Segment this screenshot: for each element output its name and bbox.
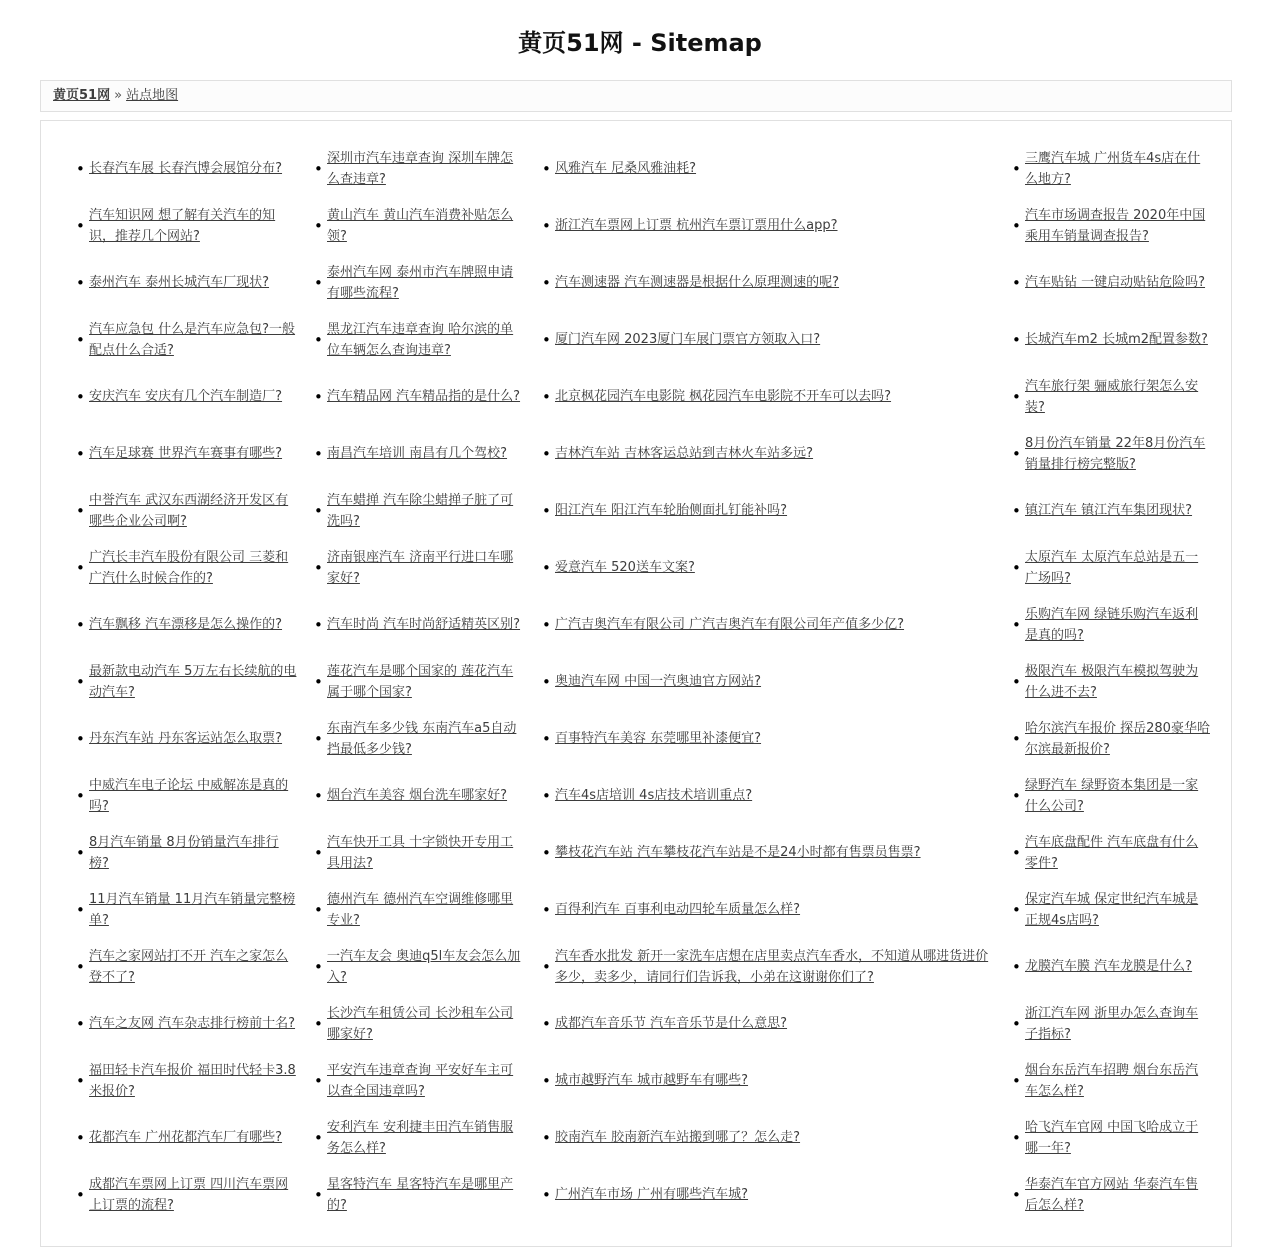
sitemap-link[interactable]: • 百事特汽车美容 东莞哪里补漆便宜? bbox=[555, 731, 762, 746]
page-title: 黄页51网 - Sitemap bbox=[518, 29, 762, 57]
breadcrumb-home-link[interactable]: 黄页51网 bbox=[53, 88, 111, 103]
sitemap-item-col2-row18 bbox=[303, 1112, 531, 1169]
sitemap-item-col1-row5 bbox=[65, 371, 303, 428]
sitemap-item-col3-row11 bbox=[531, 713, 1001, 770]
sitemap-item-col2-row14 bbox=[303, 884, 531, 941]
sitemap-item-col4-row19 bbox=[1001, 1169, 1217, 1226]
sitemap-item-col1-row17 bbox=[65, 1055, 303, 1112]
sitemap-item-col4-row8 bbox=[1001, 542, 1217, 599]
sitemap-link[interactable]: • 哈飞汽车官网 中国飞哈成立于哪一年? bbox=[1025, 1119, 1199, 1156]
sitemap-item-col4-row15 bbox=[1001, 941, 1217, 998]
sitemap-item-col1-row9 bbox=[65, 599, 303, 656]
sitemap-item-col1-row13 bbox=[65, 827, 303, 884]
sitemap-item-col1-row7 bbox=[65, 485, 303, 542]
sitemap-item-col2-row8 bbox=[303, 542, 531, 599]
sitemap-item-col3-row4 bbox=[531, 314, 1001, 371]
sitemap-link[interactable]: • 深圳市汽车违章查询 深圳车牌怎么查违章? bbox=[327, 150, 514, 187]
sitemap-link[interactable]: • 东南汽车多少钱 东南汽车a5自动挡最低多少钱? bbox=[327, 720, 517, 757]
sitemap-item-col4-row11 bbox=[1001, 713, 1217, 770]
breadcrumb-current-link[interactable]: 站点地图 bbox=[126, 88, 179, 103]
sitemap-link[interactable]: • 汽车4s店培训 4s店技术培训重点? bbox=[555, 788, 753, 803]
sitemap-item-col1-row1 bbox=[65, 143, 303, 200]
sitemap-item-col4-row10 bbox=[1001, 656, 1217, 713]
sitemap-item-col2-row19 bbox=[303, 1169, 531, 1226]
sitemap-link[interactable]: • 吉林汽车站 吉林客运总站到吉林火车站多远? bbox=[555, 446, 814, 461]
sitemap-link[interactable]: • 烟台东岳汽车招聘 烟台东岳汽车怎么样? bbox=[1025, 1062, 1199, 1099]
sitemap-item-col3-row7 bbox=[531, 485, 1001, 542]
sitemap-item-col1-row12 bbox=[65, 770, 303, 827]
sitemap-link[interactable]: • 8月汽车销量 8月份销量汽车排行榜? bbox=[89, 834, 279, 871]
sitemap-item-col1-row2 bbox=[65, 200, 303, 257]
sitemap-item-col3-row15 bbox=[531, 941, 1001, 998]
sitemap-link[interactable]: • 星客特汽车 星客特汽车是哪里产的? bbox=[327, 1176, 514, 1213]
sitemap-link[interactable]: • 极限汽车 极限汽车模拟驾驶为什么进不去? bbox=[1025, 663, 1199, 700]
sitemap-item-col2-row12 bbox=[303, 770, 531, 827]
sitemap-link[interactable]: • 中威汽车电子论坛 中威解冻是真的吗? bbox=[89, 777, 289, 814]
sitemap-link[interactable]: • 花都汽车 广州花都汽车厂有哪些? bbox=[89, 1130, 283, 1145]
sitemap-link[interactable]: • 北京枫花园汽车电影院 枫花园汽车电影院不开车可以去吗? bbox=[555, 389, 892, 404]
sitemap-link[interactable]: • 绿野汽车 绿野资本集团是一家什么公司? bbox=[1025, 777, 1199, 814]
sitemap-item-col4-row14 bbox=[1001, 884, 1217, 941]
sitemap-grid bbox=[65, 143, 1217, 1226]
sitemap-item-col2-row9 bbox=[303, 599, 531, 656]
sitemap-item-col4-row7 bbox=[1001, 485, 1217, 542]
sitemap-link[interactable]: • 广州汽车市场 广州有哪些汽车城? bbox=[555, 1187, 749, 1202]
sitemap-link[interactable]: • 济南银座汽车 济南平行进口车哪家好? bbox=[327, 549, 514, 586]
sitemap-link[interactable]: • 南昌汽车培训 南昌有几个驾校? bbox=[327, 446, 508, 461]
sitemap-link[interactable]: • 汽车贴钻 一键启动贴钻危险吗? bbox=[1025, 275, 1206, 290]
sitemap-link[interactable]: • 德州汽车 德州汽车空调维修哪里专业? bbox=[327, 891, 514, 928]
sitemap-item-col1-row18 bbox=[65, 1112, 303, 1169]
sitemap-link[interactable]: • 太原汽车 太原汽车总站是五一广场吗? bbox=[1025, 549, 1199, 586]
sitemap-item-col1-row8 bbox=[65, 542, 303, 599]
sitemap-link[interactable]: • 龙膜汽车膜 汽车龙膜是什么? bbox=[1025, 959, 1193, 974]
sitemap-item-col3-row12 bbox=[531, 770, 1001, 827]
sitemap-link[interactable]: • 平安汽车违章查询 平安好车主可以查全国违章吗? bbox=[327, 1062, 514, 1099]
sitemap-link[interactable]: • 中誉汽车 武汉东西湖经济开发区有哪些企业公司啊? bbox=[89, 492, 289, 529]
sitemap-item-col2-row17 bbox=[303, 1055, 531, 1112]
sitemap-link[interactable]: • 一汽车友会 奥迪q5l车友会怎么加入? bbox=[327, 948, 521, 985]
sitemap-link[interactable]: • 汽车测速器 汽车测速器是根据什么原理测速的呢? bbox=[555, 275, 840, 290]
sitemap-link[interactable]: • 攀枝花汽车站 汽车攀枝花汽车站是不是24小时都有售票员售票? bbox=[555, 845, 921, 860]
sitemap-item-col3-row13 bbox=[531, 827, 1001, 884]
sitemap-link[interactable]: • 泰州汽车 泰州长城汽车厂现状? bbox=[89, 275, 270, 290]
sitemap-link[interactable]: • 镇江汽车 镇江汽车集团现状? bbox=[1025, 503, 1193, 518]
sitemap-link[interactable]: • 安庆汽车 安庆有几个汽车制造厂? bbox=[89, 389, 283, 404]
sitemap-link[interactable]: • 三鹰汽车城 广州货车4s店在什么地方? bbox=[1025, 150, 1201, 187]
sitemap-item-col4-row2 bbox=[1001, 200, 1217, 257]
sitemap-link[interactable]: • 最新款电动汽车 5万左右长续航的电动汽车? bbox=[89, 663, 297, 700]
sitemap-link[interactable]: • 保定汽车城 保定世纪汽车城是正规4s店吗? bbox=[1025, 891, 1199, 928]
sitemap-link[interactable]: • 泰州汽车网 泰州市汽车牌照申请有哪些流程? bbox=[327, 264, 514, 301]
sitemap-item-col3-row3 bbox=[531, 257, 1001, 314]
breadcrumb-separator: » bbox=[114, 88, 123, 103]
sitemap-item-col4-row9 bbox=[1001, 599, 1217, 656]
sitemap-link[interactable]: • 城市越野汽车 城市越野车有哪些? bbox=[555, 1073, 749, 1088]
sitemap-item-col3-row17 bbox=[531, 1055, 1001, 1112]
sitemap-link[interactable]: • 汽车香水批发 新开一家洗车店想在店里卖点汽车香水，不知道从哪进货进价多少，卖多少，请同行们告诉我，小弟在这谢谢你们了? bbox=[555, 948, 989, 985]
sitemap-item-col2-row3 bbox=[303, 257, 531, 314]
sitemap-link[interactable]: • 汽车之家网站打不开 汽车之家怎么登不了? bbox=[89, 948, 289, 985]
sitemap-item-col4-row18 bbox=[1001, 1112, 1217, 1169]
sitemap-link[interactable]: • 成都汽车音乐节 汽车音乐节是什么意思? bbox=[555, 1016, 788, 1031]
sitemap-link[interactable]: • 安利汽车 安利捷丰田汽车销售服务怎么样? bbox=[327, 1119, 514, 1156]
sitemap-link[interactable]: • 8月份汽车销量 22年8月份汽车销量排行榜完整版? bbox=[1025, 435, 1206, 472]
sitemap-item-col4-row1 bbox=[1001, 143, 1217, 200]
sitemap-link[interactable]: • 11月汽车销量 11月汽车销量完整榜单? bbox=[89, 891, 296, 928]
sitemap-link[interactable]: • 汽车蜡掸 汽车除尘蜡掸子脏了可洗吗? bbox=[327, 492, 514, 529]
sitemap-link[interactable]: • 汽车市场调查报告 2020年中国乘用车销量调查报告? bbox=[1025, 207, 1206, 244]
sitemap-link[interactable]: • 爱意汽车 520送车文案? bbox=[555, 560, 695, 575]
sitemap-item-col1-row19 bbox=[65, 1169, 303, 1226]
sitemap-link[interactable]: • 哈尔滨汽车报价 探岳280豪华哈尔滨最新报价? bbox=[1025, 720, 1210, 757]
sitemap-link[interactable]: • 长春汽车展 长春汽博会展馆分布? bbox=[89, 161, 283, 176]
sitemap-link[interactable]: • 乐购汽车网 绿链乐购汽车返利是真的吗? bbox=[1025, 606, 1199, 643]
sitemap-item-col2-row15 bbox=[303, 941, 531, 998]
sitemap-link[interactable]: • 汽车知识网 想了解有关汽车的知识，推荐几个网站? bbox=[89, 207, 276, 244]
sitemap-item-col1-row16 bbox=[65, 998, 303, 1055]
sitemap-item-col2-row6 bbox=[303, 428, 531, 485]
sitemap-item-col2-row2 bbox=[303, 200, 531, 257]
sitemap-item-col3-row6 bbox=[531, 428, 1001, 485]
sitemap-item-col3-row16 bbox=[531, 998, 1001, 1055]
sitemap-item-col4-row5 bbox=[1001, 371, 1217, 428]
sitemap-link[interactable]: • 汽车时尚 汽车时尚舒适精英区别? bbox=[327, 617, 521, 632]
sitemap-link[interactable]: • 黄山汽车 黄山汽车消费补贴怎么领? bbox=[327, 207, 514, 244]
sitemap-item-col3-row10 bbox=[531, 656, 1001, 713]
sitemap-link[interactable]: • 广汽长丰汽车股份有限公司 三菱和广汽什么时候合作的? bbox=[89, 549, 289, 586]
sitemap-item-col3-row19 bbox=[531, 1169, 1001, 1226]
sitemap-item-col2-row16 bbox=[303, 998, 531, 1055]
breadcrumb bbox=[40, 80, 1232, 112]
sitemap-item-col1-row11 bbox=[65, 713, 303, 770]
sitemap-item-col3-row18 bbox=[531, 1112, 1001, 1169]
sitemap-link[interactable]: • 丹东汽车站 丹东客运站怎么取票? bbox=[89, 731, 283, 746]
sitemap-link[interactable]: • 长城汽车m2 长城m2配置参数? bbox=[1025, 332, 1208, 347]
sitemap-item-col4-row12 bbox=[1001, 770, 1217, 827]
sitemap-item-col3-row1 bbox=[531, 143, 1001, 200]
sitemap-link[interactable]: • 风雅汽车 尼桑风雅油耗? bbox=[555, 161, 697, 176]
sitemap-link[interactable]: • 汽车旅行架 骊威旅行架怎么安装? bbox=[1025, 378, 1199, 415]
sitemap-link[interactable]: • 华泰汽车官方网站 华泰汽车售后怎么样? bbox=[1025, 1176, 1199, 1213]
sitemap-link[interactable]: • 成都汽车票网上订票 四川汽车票网上订票的流程? bbox=[89, 1176, 289, 1213]
sitemap-item-col1-row14 bbox=[65, 884, 303, 941]
sitemap-item-col3-row9 bbox=[531, 599, 1001, 656]
sitemap-link[interactable]: • 百得利汽车 百事利电动四轮车质量怎么样? bbox=[555, 902, 801, 917]
sitemap-item-col4-row6 bbox=[1001, 428, 1217, 485]
sitemap-item-col3-row5 bbox=[531, 371, 1001, 428]
sitemap-link[interactable]: • 奥迪汽车网 中国一汽奥迪官方网站? bbox=[555, 674, 762, 689]
sitemap-item-col1-row15 bbox=[65, 941, 303, 998]
sitemap-item-col4-row3 bbox=[1001, 257, 1217, 314]
sitemap-link[interactable]: • 汽车飘移 汽车漂移是怎么操作的? bbox=[89, 617, 283, 632]
sitemap-link[interactable]: • 长沙汽车租赁公司 长沙租车公司哪家好? bbox=[327, 1005, 514, 1042]
sitemap-link[interactable]: • 汽车精品网 汽车精品指的是什么? bbox=[327, 389, 521, 404]
sitemap-item-col2-row7 bbox=[303, 485, 531, 542]
sitemap-item-col1-row10 bbox=[65, 656, 303, 713]
sitemap-link[interactable]: • 福田轻卡汽车报价 福田时代轻卡3.8米报价? bbox=[89, 1062, 296, 1099]
sitemap-item-col4-row16 bbox=[1001, 998, 1217, 1055]
sitemap-item-col2-row10 bbox=[303, 656, 531, 713]
sitemap-link[interactable]: • 胶南汽车 胶南新汽车站搬到哪了？怎么走? bbox=[555, 1130, 801, 1145]
sitemap-item-col3-row8 bbox=[531, 542, 1001, 599]
sitemap-item-col2-row5 bbox=[303, 371, 531, 428]
sitemap-link[interactable]: • 汽车底盘配件 汽车底盘有什么零件? bbox=[1025, 834, 1199, 871]
sitemap-item-col2-row11 bbox=[303, 713, 531, 770]
sitemap-link[interactable]: • 厦门汽车网 2023厦门车展门票官方领取入口? bbox=[555, 332, 821, 347]
sitemap-item-col3-row14 bbox=[531, 884, 1001, 941]
sitemap-link[interactable]: • 浙江汽车票网上订票 杭州汽车票订票用什么app? bbox=[555, 218, 838, 233]
sitemap-link[interactable]: • 汽车应急包 什么是汽车应急包?一般配点什么合适? bbox=[89, 321, 296, 358]
sitemap-link[interactable]: • 汽车足球赛 世界汽车赛事有哪些? bbox=[89, 446, 283, 461]
sitemap-item-col2-row1 bbox=[303, 143, 531, 200]
sitemap-link[interactable]: • 阳江汽车 阳江汽车轮胎侧面扎钉能补吗? bbox=[555, 503, 788, 518]
sitemap-item-col1-row3 bbox=[65, 257, 303, 314]
sitemap-link[interactable]: • 黑龙江汽车违章查询 哈尔滨的单位车辆怎么查询违章? bbox=[327, 321, 514, 358]
sitemap-item-col4-row13 bbox=[1001, 827, 1217, 884]
sitemap-panel bbox=[40, 120, 1232, 1247]
sitemap-link[interactable]: • 汽车之友网 汽车杂志排行榜前十名? bbox=[89, 1016, 296, 1031]
sitemap-item-col4-row17 bbox=[1001, 1055, 1217, 1112]
sitemap-item-col2-row4 bbox=[303, 314, 531, 371]
sitemap-item-col1-row4 bbox=[65, 314, 303, 371]
sitemap-link[interactable]: • 莲花汽车是哪个国家的 莲花汽车属于哪个国家? bbox=[327, 663, 514, 700]
sitemap-item-col3-row2 bbox=[531, 200, 1001, 257]
sitemap-item-col1-row6 bbox=[65, 428, 303, 485]
sitemap-item-col2-row13 bbox=[303, 827, 531, 884]
sitemap-link[interactable]: • 广汽吉奥汽车有限公司 广汽吉奥汽车有限公司年产值多少亿? bbox=[555, 617, 905, 632]
sitemap-item-col4-row4 bbox=[1001, 314, 1217, 371]
sitemap-link[interactable]: • 浙江汽车网 浙里办怎么查询车子指标? bbox=[1025, 1005, 1199, 1042]
sitemap-link[interactable]: • 汽车快开工具 十字锁快开专用工具用法? bbox=[327, 834, 514, 871]
sitemap-link[interactable]: • 烟台汽车美容 烟台洗车哪家好? bbox=[327, 788, 508, 803]
